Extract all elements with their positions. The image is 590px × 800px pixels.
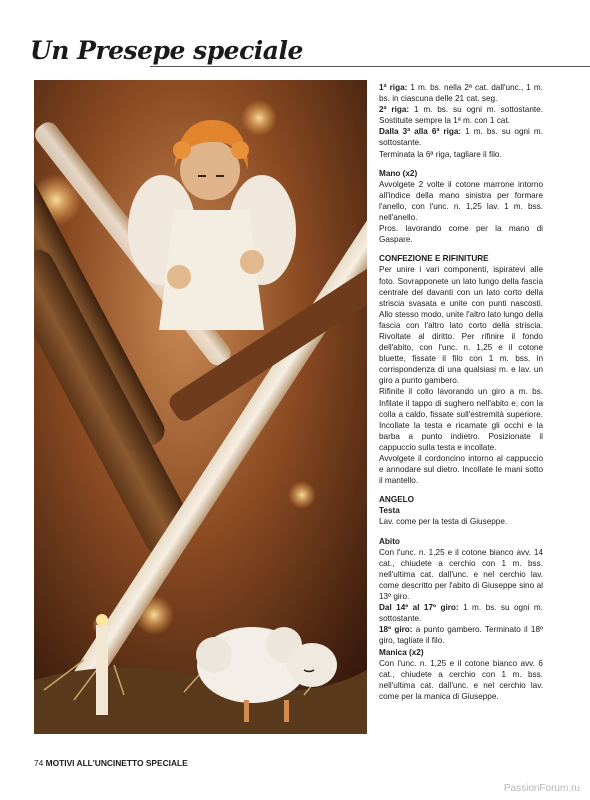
section-heading: Manica (x2) xyxy=(379,647,424,657)
title-rule xyxy=(150,66,590,67)
instruction-paragraph xyxy=(379,126,543,148)
step-text: 1 m. bs. su ogni m. sottostante. xyxy=(379,127,543,148)
step-text: 1 m. bs. nella 2ª cat. dall'unc., 1 m. bs. in ciascuna delle 21 cat. seg. xyxy=(379,83,543,104)
instructions-column xyxy=(379,82,543,702)
instruction-paragraph xyxy=(379,223,543,245)
instruction-paragraph xyxy=(379,264,543,386)
section-heading: Mano (x2) xyxy=(379,168,418,178)
step-text: Pros. lavorando come per la mano di Gaspare. xyxy=(379,224,543,245)
nativity-photo xyxy=(34,80,367,734)
step-text: Rifinite il collo lavorando un giro a m. bs. Infilate il tappo di sughero nell'abito e, con la colla a caldo, fissate sull'estremità superiore. Incollate la testa e ricamate gli occhi e la barba a punto indietro. Posizionate il cappuccio sulla testa e incollate. xyxy=(379,387,543,452)
page-footer xyxy=(34,758,188,768)
section-heading: Testa xyxy=(379,506,400,516)
instruction-paragraph xyxy=(379,453,543,486)
step-text: Con l'unc. n. 1,25 e il cotone bianco avv. 14 cat., chiudete a cerchio con 1 m. bss. nell'ultima cat. dall'unc. e nel cerchio lav. come descritto per l'abito di Giuseppe sino al 13º giro. xyxy=(379,547,543,602)
step-label: 18º giro: xyxy=(379,625,413,635)
step-text: Avvolgete il cordoncino intorno al cappuccio e annodare sul dietro. Incollate le mani sotto il mantello. xyxy=(379,454,543,486)
instruction-paragraph xyxy=(379,624,543,646)
step-text: Avvolgete 2 volte il cotone marrone intorno all'indice della mano sinistra per formare l'anello, con l'unc. n. 1,25 lav. 1 m. bss. nell'anello. xyxy=(379,179,543,223)
step-text: Terminata la 6ª riga, tagliare il filo. xyxy=(379,149,502,159)
instruction-paragraph xyxy=(379,82,543,104)
page-title: Un Presepe speciale xyxy=(30,36,303,65)
instruction-paragraph xyxy=(379,658,543,702)
step-text: 1 m. bs. su ogni m. sottostante. xyxy=(379,603,543,624)
instruction-paragraph xyxy=(379,516,543,527)
page-number: 74 xyxy=(34,758,44,768)
section-heading: CONFEZIONE E RIFINITURE xyxy=(379,254,489,264)
instruction-paragraph xyxy=(379,179,543,223)
step-text: Con l'unc. n. 1,25 e il cotone bianco avv. 6 cat., chiudete a cerchio con 1 m. bss. nell'ultima cat. dall'unc. e nel cerchio lav. come per la manica di Giuseppe. xyxy=(379,658,543,701)
step-text: Per unire i vari componenti, ispiratevi alle foto. Sovrapponete un lato lungo della fascia centrale del davanti con un lato corto della striscia svasata e unite con punti nascosti. Allo stesso modo, unite l'altro lato lungo della fascia con l'altro lato corto della striscia. Rivoltate al diritto. Per rifinire il fondo dell'abito, con l'unc. n. 1,25 e il cotone bluette, fissate il filo con 1 m. bss. in corrispondenza di una qualsiasi m. e lav. un giro a punto gambero. xyxy=(379,265,543,386)
watermark: PassionForum.ru xyxy=(503,783,580,794)
instruction-paragraph xyxy=(379,104,543,126)
step-label: Dal 14º al 17º giro: xyxy=(379,603,459,613)
instruction-paragraph xyxy=(379,547,543,602)
step-text: a punto gambero. Terminato il 18º giro, tagliate il filo. xyxy=(379,625,543,646)
step-label: Dalla 3ª alla 6ª riga: xyxy=(379,127,462,137)
magazine-name: MOTIVI ALL'UNCINETTO SPECIALE xyxy=(45,758,188,768)
instruction-paragraph xyxy=(379,602,543,624)
step-label: 1ª riga: xyxy=(379,83,408,92)
section-heading: Abito xyxy=(379,536,400,546)
step-label: 2ª riga: xyxy=(379,105,410,115)
instruction-paragraph xyxy=(379,149,543,160)
step-text: 1 m. bs. su ogni m. sottostante. Sostituite sempre la 1ª m. con 1 cat. xyxy=(379,105,544,126)
instruction-paragraph xyxy=(379,386,543,453)
step-text: Lav. come per la testa di Giuseppe. xyxy=(379,517,508,527)
section-heading: ANGELO xyxy=(379,495,415,505)
